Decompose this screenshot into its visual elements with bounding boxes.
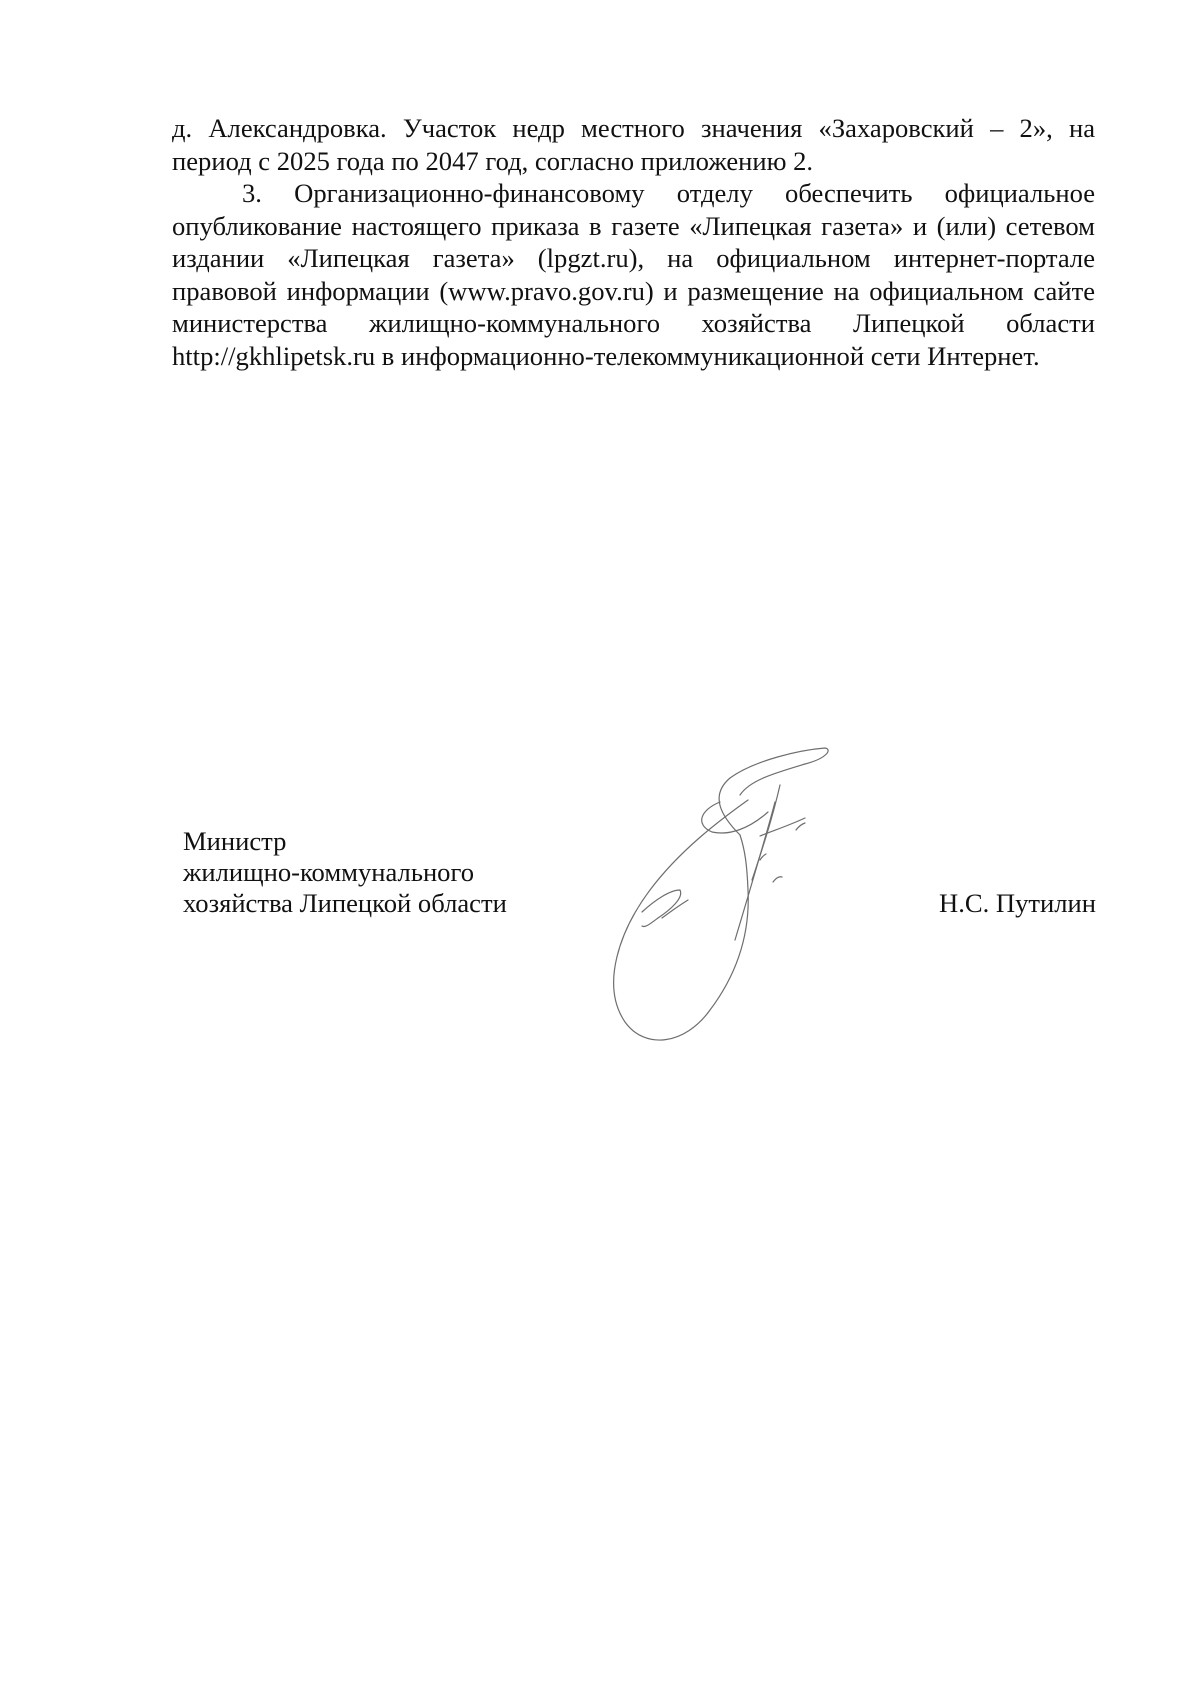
- signatory-position: [183, 826, 507, 919]
- position-line: хозяйства Липецкой области: [183, 888, 507, 918]
- position-line: Министр: [183, 826, 287, 856]
- document-body: [172, 112, 1095, 372]
- signer-name: Н.С. Путилин: [939, 888, 1096, 918]
- paragraph-allotment-continuation: д. Александровка. Участок недр местного значения «Захаровский – 2», на период с 2025 года по 2047 год, согласно приложению 2.: [172, 113, 1095, 176]
- handwritten-signature: [600, 740, 900, 1060]
- position-line: жилищно-коммунального: [183, 857, 475, 887]
- paragraph-publication-order: 3. Организационно-финансовому отделу обеспечить официальное опубликование настоящего приказа в газете «Липецкая газета» и (или) сетевом издании «Липецкая газета» (lpgzt.ru), на официальном интернет-портале правовой информации (www.pravo.gov.ru) и размещение на официальном сайте министерства жилищно-коммунального хозяйства Липецкой области http://gkhlipetsk.ru в информационно-телекоммуникационной сети Интернет.: [172, 178, 1095, 371]
